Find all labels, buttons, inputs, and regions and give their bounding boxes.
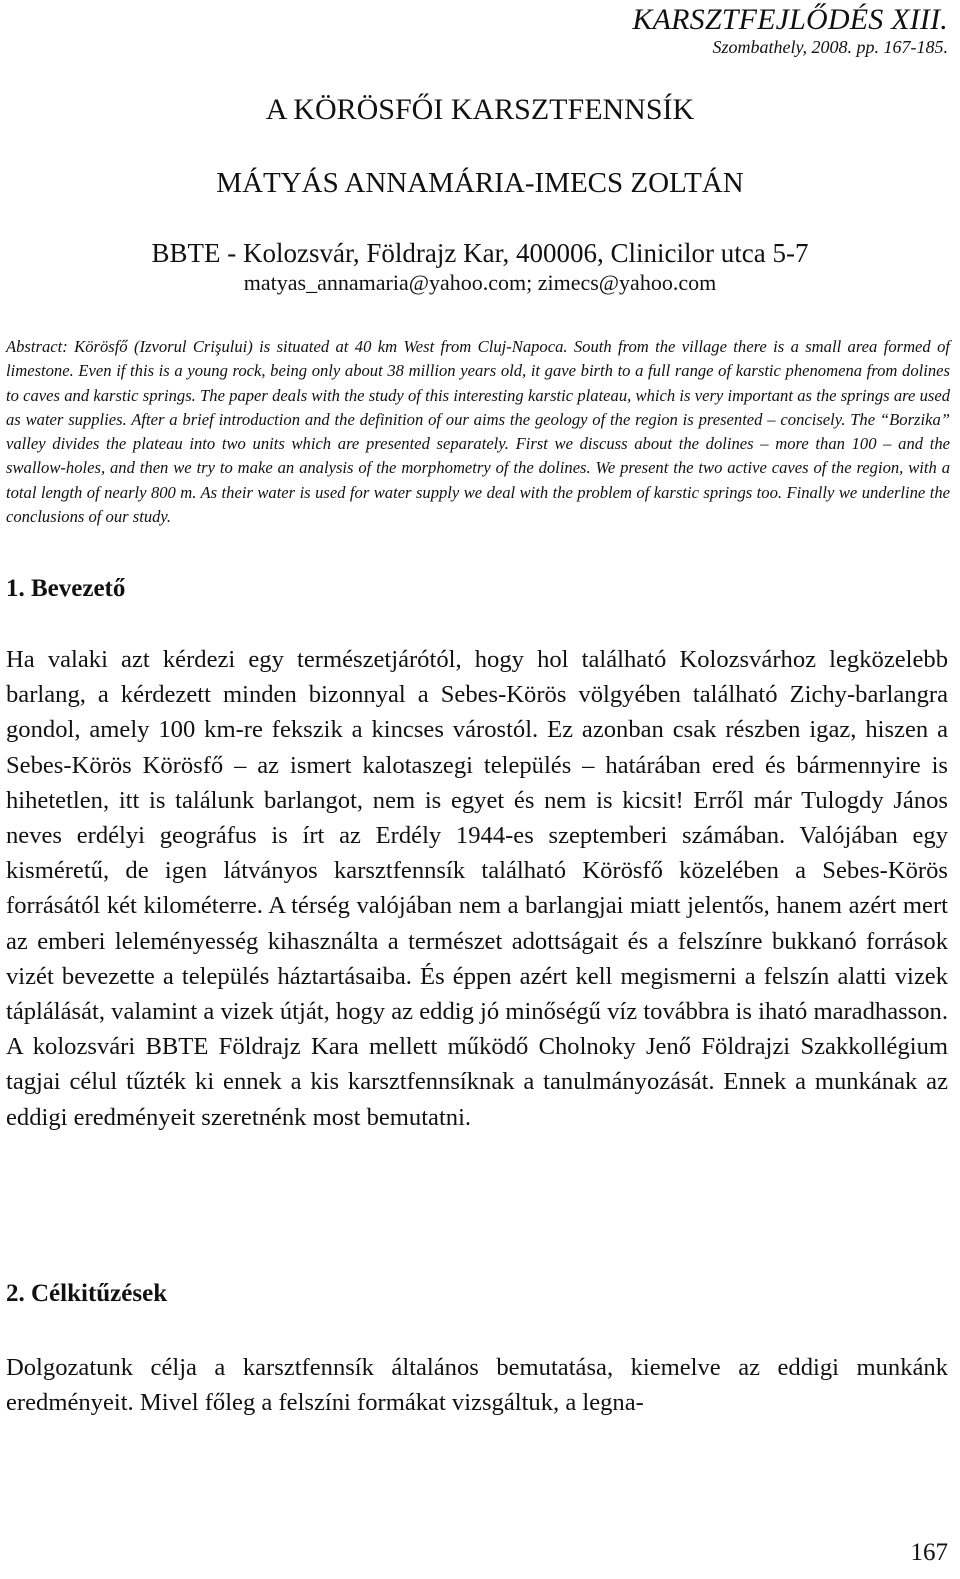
journal-title: KARSZTFEJLŐDÉS XIII. bbox=[632, 3, 948, 36]
abstract: Abstract: Körösfő (Izvorul Crişului) is situated at 40 km West from Cluj-Napoca. South from the village there is a small area formed of limestone. Even if this is a young rock, being only about 38 million years old, it gave birth to a full range of karstic phenomena from dolines to caves and karstic springs. The paper deals with the study of this interesting karstic plateau, which is very important as the springs are used as water supplies. After a brief introduction and the definition of our aims the geology of the region is presented – concisely. The “Borzika” valley divides the plateau into two units which are presented separately. First we discuss about the dolines – more than 100 – and the swallow-holes, and then we try to make an analysis of the morphometry of the dolines. We present the two active caves of the region, with a total length of nearly 800 m. As their water is used for water supply we deal with the problem of karstic springs too. Finally we underline the conclusions of our study. bbox=[6, 337, 950, 527]
section-heading-aims: 2. Célkitűzések bbox=[6, 1280, 168, 1307]
section-body-aims: Dolgozatunk célja a karsztfennsík általános bemutatása, kiemelve az eddigi munkánk eredményeit. Mivel főleg a felszíni formákat vizsgáltuk, a legna- bbox=[6, 1354, 948, 1417]
paper-authors: MÁTYÁS ANNAMÁRIA-IMECS ZOLTÁN bbox=[216, 167, 744, 199]
journal-citation: Szombathely, 2008. pp. 167-185. bbox=[712, 37, 948, 57]
page-number: 167 bbox=[910, 1539, 948, 1566]
running-header bbox=[632, 0, 948, 56]
author-affiliation: BBTE - Kolozsvár, Földrajz Kar, 400006, Clinicilor utca 5-7 bbox=[151, 238, 809, 268]
section-body-introduction: Ha valaki azt kérdezi egy természetjárótól, hogy hol található Kolozsvárhoz legközelebb barlang, a kérdezett minden bizonnyal a Sebes-Körös völgyében található Zichy-barlangra gondol, amely 100 km-re fekszik a kincses várostól. Ez azonban csak részben igaz, hiszen a Sebes-Körös Körösfő – az ismert kalotaszegi település – határában ered és bármennyire is hihetetlen, itt is találunk barlangot, nem is egyet és nem is kicsit! Erről már Tulogdy János neves erdélyi geográfus is írt az Erdély 1944-es szeptemberi számában. Valójában egy kisméretű, de igen látványos karsztfennsík található Körösfő közelében a Sebes-Körös forrásától két kilométerre. A térség valójában nem a barlangjai miatt jelentős, hanem azért mert az emberi leleményesség kihasználta a természet adottságait és a felszínre bukkanó források vizét bevezette a település háztartásaiba. És éppen azért kell megismerni a felszín alatti vizek táplálását, valamint a vizek útját, hogy az eddig jó minőségű víz továbbra is iható maradhasson. A kolozsvári BBTE Földrajz Kara mellett működő Cholnoky Jenő Földrajzi Szakkollégium tagjai célul tűzték ki ennek a kis karsztfennsíknak a tanulmányozását. Ennek a munkának az eddigi eredményeit szeretnénk most bemutatni. bbox=[6, 646, 948, 1131]
author-emails: matyas_annamaria@yahoo.com; zimecs@yahoo.com bbox=[243, 270, 717, 295]
section-heading-introduction: 1. Bevezető bbox=[6, 575, 126, 602]
paper-title: A KÖRÖSFŐI KARSZTFENNSÍK bbox=[265, 93, 695, 126]
